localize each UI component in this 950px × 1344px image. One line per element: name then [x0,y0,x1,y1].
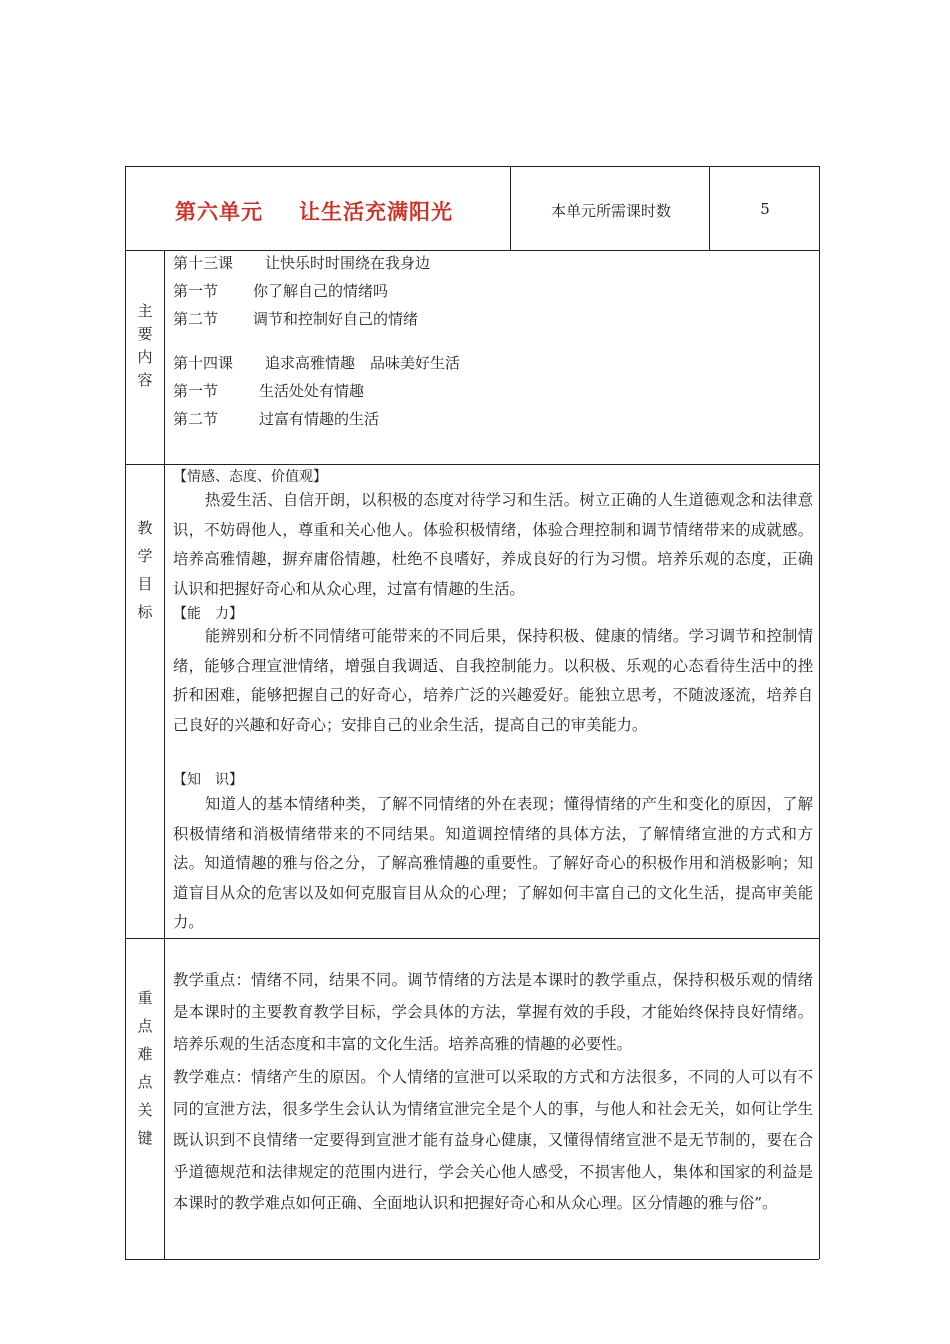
unit-name: 让生活充满阳光 [299,199,453,224]
lesson-line: 第十四课 追求高雅情趣 品味美好生活 [173,354,461,372]
key-points-label: 重 点 难 点 关 键 [137,989,153,1147]
section-line: 第一节 生活处处有情趣 [173,382,365,400]
hours-value: 5 [760,200,770,218]
section-line: 第二节 调节和控制好自己的情绪 [173,310,419,328]
focus-paragraph: 教学重点：情绪不同，结果不同。调节情绪的方法是本课时的教学重点，保持积极乐观的情绪是本课时的主要教育教学目标，学会具体的方法，掌握有效的手段，才能始终保持良好情绪。培养乐观的生活态度和丰富的文化生活。培养高雅的情趣的必要性。 [173,971,813,1053]
knowledge-heading: 【知 识】 [173,772,243,788]
difficulty-paragraph: 教学难点：情绪产生的原因。个人情绪的宣泄可以采取的方式和方法很多，不同的人可以有不同的宣泄方法，很多学生会认认为情绪宣泄完全是个人的事，与他人和社会无关，如何让学生既认识到不良情绪一定要得到宣泄才能有益身心健康，又懂得情绪宣泄不是无节制的，要在合乎道德规范和法律规定的范围内进行，学会关心他人感受，不损害他人，集体和国家的利益是本课时的教学难点如何正确、全面地认识和把握好奇心和从众心理。区分情趣的雅与俗”。 [173,1068,813,1212]
section-line: 第一节 你了解自己的情绪吗 [173,282,389,300]
table-top-border [125,166,819,167]
content-bottom-border [125,464,819,465]
table-right-border [819,166,820,1259]
header-divider-1 [510,166,511,250]
emotion-paragraph: 热爱生活、自信开朗，以积极的态度对待学习和生活。树立正确的人生道德观念和法律意识，不妨碍他人，尊重和关心他人。体验积极情绪，体验合理控制和调节情绪带来的成就感。培养高雅情趣，摒弃庸俗情趣，杜绝不良嗜好，养成良好的行为习惯。培养乐观的态度，正确认识和把握好奇心和从众心理，过富有情趣的生活。 [173,491,813,598]
goals-label: 教 学 目 标 [137,519,153,621]
goals-bottom-border [125,938,819,939]
ability-heading: 【能 力】 [173,606,243,622]
main-content-label: 主 要 内 容 [137,302,153,389]
hours-label: 本单元所需课时数 [550,202,671,220]
unit-number: 第六单元 [175,199,263,224]
ability-paragraph: 能辨别和分析不同情绪可能带来的不同后果，保持积极、健康的情绪。学习调节和控制情绪，能够合理宣泄情绪，增强自我调适、自我控制能力。以积极、乐观的心态看待生活中的挫折和困难，能够把握自己的好奇心，培养广泛的兴趣爱好。能独立思考，不随波逐流，培养自己良好的兴趣和好奇心；安排自己的业余生活，提高自己的审美能力。 [173,627,813,734]
table-bottom-border [125,1259,819,1260]
emotion-heading: 【情感、态度、价值观】 [173,469,327,485]
header-bottom-border [125,250,819,251]
unit-title [175,196,453,226]
knowledge-paragraph: 知道人的基本情绪种类，了解不同情绪的外在表现；懂得情绪的产生和变化的原因，了解积极情绪和消极情绪带来的不同结果。知道调控情绪的具体方法，了解情绪宣泄的方式和方法。知道情趣的雅与俗之分，了解高雅情趣的重要性。了解好奇心的积极作用和消极影响；知道盲目从众的危害以及如何克服盲目从众的心理；了解如何丰富自己的文化生活，提高审美能力。 [173,795,813,931]
section-line: 第二节 过富有情趣的生活 [173,410,380,428]
lesson-line: 第十三课 让快乐时时围绕在我身边 [173,254,431,272]
